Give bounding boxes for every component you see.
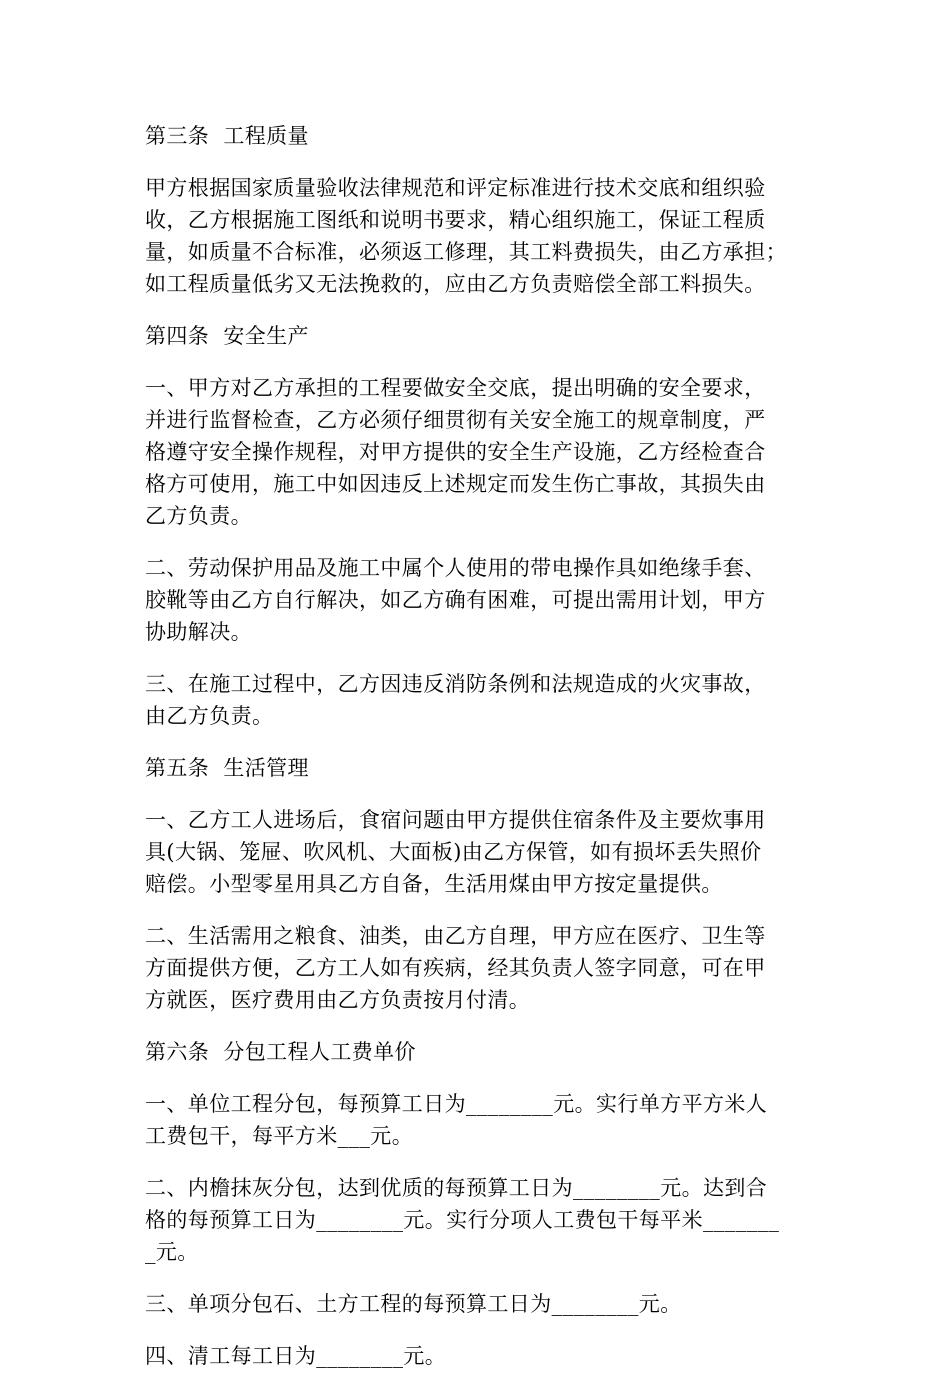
paragraph (145, 552, 810, 648)
paragraph-line: 三、单项分包石、土方工程的每预算工日为________元。 (145, 1292, 682, 1316)
paragraph-line: 量，如质量不合标准，必须返工修理，其工料费损失，由乙方承担； (145, 240, 787, 264)
section-heading: 第六条 分包工程人工费单价 (145, 1040, 416, 1064)
paragraph (145, 668, 810, 732)
paragraph-line: 具(大锅、笼屉、吹风机、大面板)由乙方保管，如有损坏丢失照价 (145, 840, 762, 864)
paragraph-line: 二、劳动保护用品及施工中属个人使用的带电操作具如绝缘手套、 (145, 556, 766, 580)
paragraph (145, 372, 810, 532)
paragraph-line: 格方可使用，施工中如因违反上述规定而发生伤亡事故，其损失由 (145, 472, 766, 496)
paragraph-line: 如工程质量低劣又无法挽救的，应由乙方负责赔偿全部工料损失。 (145, 272, 766, 296)
paragraph-line: 甲方根据国家质量验收法律规范和评定标准进行技术交底和组织验 (145, 176, 766, 200)
paragraph-line: 格遵守安全操作规程，对甲方提供的安全生产设施，乙方经检查合 (145, 440, 766, 464)
paragraph-line: 一、乙方工人进场后，食宿问题由甲方提供住宿条件及主要炊事用 (145, 808, 766, 832)
paragraph (145, 920, 810, 1016)
paragraph-line: _元。 (145, 1240, 199, 1264)
paragraph-line: 赔偿。小型零星用具乙方自备，生活用煤由甲方按定量提供。 (145, 872, 723, 896)
paragraph-line: 一、单位工程分包，每预算工日为________元。实行单方平方米人 (145, 1092, 768, 1116)
paragraph (145, 1340, 810, 1372)
paragraph (145, 804, 810, 900)
paragraph-line: 协助解决。 (145, 620, 252, 644)
paragraph-line: 二、生活需用之粮食、油类，由乙方自理，甲方应在医疗、卫生等 (145, 924, 766, 948)
paragraph (145, 172, 810, 300)
paragraph-line: 工费包干，每平方米___元。 (145, 1124, 414, 1148)
paragraph-line: 乙方负责。 (145, 504, 252, 528)
paragraph-line: 一、甲方对乙方承担的工程要做安全交底，提出明确的安全要求， (145, 376, 766, 400)
paragraph (145, 1288, 810, 1320)
section-heading: 第五条 生活管理 (145, 756, 309, 780)
paragraph-line: 三、在施工过程中，乙方因违反消防条例和法规造成的火灾事故， (145, 672, 766, 696)
paragraph (145, 1172, 810, 1268)
paragraph-line: 收，乙方根据施工图纸和说明书要求，精心组织施工，保证工程质 (145, 208, 766, 232)
paragraph (145, 1088, 810, 1152)
document-body (145, 120, 810, 1392)
paragraph-line: 四、清工每工日为________元。 (145, 1344, 447, 1368)
paragraph-line: 方面提供方便，乙方工人如有疾病，经其负责人签字同意，可在甲 (145, 956, 766, 980)
section-heading: 第三条 工程质量 (145, 124, 309, 148)
paragraph-line: 方就医，医疗费用由乙方负责按月付清。 (145, 988, 531, 1012)
section-heading: 第四条 安全生产 (145, 324, 309, 348)
paragraph-line: 格的每预算工日为________元。实行分项人工费包干每平米_______ (145, 1208, 780, 1232)
paragraph-line: 并进行监督检查，乙方必须仔细贯彻有关安全施工的规章制度，严 (145, 408, 766, 432)
paragraph-line: 二、内檐抹灰分包，达到优质的每预算工日为________元。达到合 (145, 1176, 768, 1200)
paragraph-line: 由乙方负责。 (145, 704, 274, 728)
paragraph-line: 胶靴等由乙方自行解决，如乙方确有困难，可提出需用计划，甲方 (145, 588, 766, 612)
